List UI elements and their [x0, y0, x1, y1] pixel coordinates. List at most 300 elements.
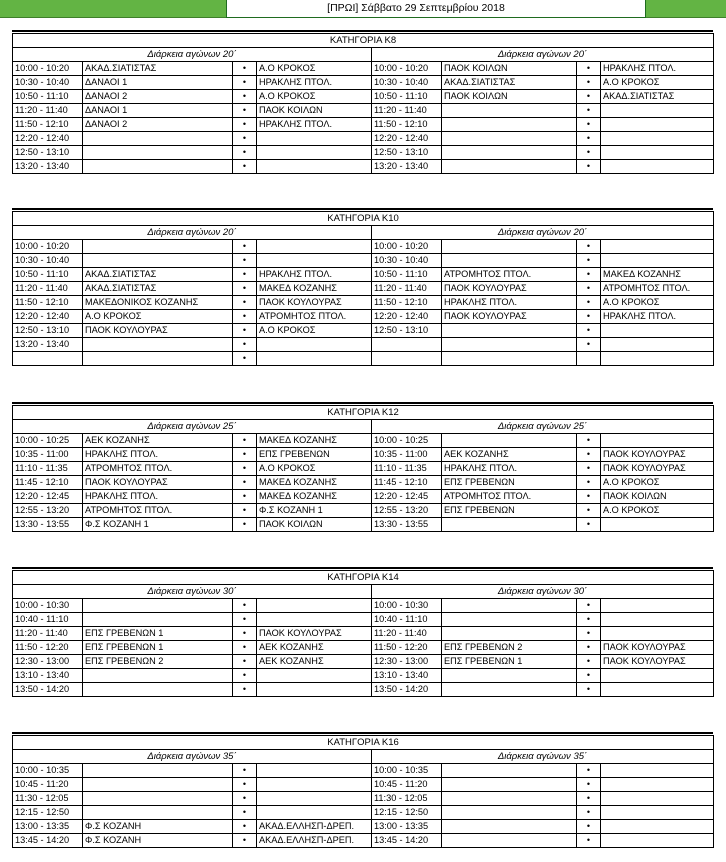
team-home-right: ΕΠΣ ΓΡΕΒΕΝΩΝ [442, 504, 577, 518]
team-away-right [601, 118, 714, 132]
separator-dot-right: • [577, 764, 601, 778]
category-title: ΚΑΤΗΓΟΡΙΑ Κ12 [13, 406, 714, 420]
separator-dot-left: • [233, 613, 257, 627]
time-left: 13:20 - 13:40 [13, 338, 83, 352]
duration-right: Διάρκεια αγώνων 35΄ [372, 750, 714, 764]
separator-dot-left: • [233, 490, 257, 504]
team-home-right [442, 834, 577, 848]
time-left: 11:20 - 11:40 [13, 627, 83, 641]
team-home-right: ΑΤΡΟΜΗΤΟΣ ΠΤΟΛ. [442, 490, 577, 504]
time-left: 11:10 - 11:35 [13, 462, 83, 476]
team-away-left [257, 792, 372, 806]
table-row [13, 669, 714, 683]
separator-dot-right [577, 352, 601, 366]
time-left: 11:50 - 12:20 [13, 641, 83, 655]
time-left: 12:20 - 12:40 [13, 310, 83, 324]
team-home-right: ΗΡΑΚΛΗΣ ΠΤΟΛ. [442, 296, 577, 310]
team-away-left: ΗΡΑΚΛΗΣ ΠΤΟΛ. [257, 268, 372, 282]
time-right [372, 352, 442, 366]
separator-dot-right: • [577, 160, 601, 174]
team-away-left [257, 599, 372, 613]
separator-dot-left: • [233, 683, 257, 697]
team-away-left [257, 669, 372, 683]
time-right: 11:20 - 11:40 [372, 282, 442, 296]
team-home-right: ΑΤΡΟΜΗΤΟΣ ΠΤΟΛ. [442, 268, 577, 282]
team-home-left: ΕΠΣ ΓΡΕΒΕΝΩΝ 1 [83, 641, 233, 655]
separator-dot-right: • [577, 76, 601, 90]
team-home-left [83, 599, 233, 613]
table-row [13, 490, 714, 504]
separator-dot-right: • [577, 792, 601, 806]
team-away-left: ΑΕΚ ΚΟΖΑΝΗΣ [257, 641, 372, 655]
time-left [13, 352, 83, 366]
team-home-right: ΠΑΟΚ ΚΟΥΛΟΥΡΑΣ [442, 282, 577, 296]
team-away-right: ΠΑΟΚ ΚΟΙΛΩΝ [601, 490, 714, 504]
team-away-left: ΕΠΣ ΓΡΕΒΕΝΩΝ [257, 448, 372, 462]
team-away-right [601, 764, 714, 778]
separator-dot-right: • [577, 669, 601, 683]
team-away-left: ΠΑΟΚ ΚΟΥΛΟΥΡΑΣ [257, 627, 372, 641]
separator-dot-left: • [233, 518, 257, 532]
team-home-left [83, 792, 233, 806]
team-away-left [257, 240, 372, 254]
separator-dot-right: • [577, 324, 601, 338]
time-right: 13:45 - 14:20 [372, 834, 442, 848]
team-home-left [83, 669, 233, 683]
team-away-left [257, 778, 372, 792]
team-away-right: ΠΑΟΚ ΚΟΥΛΟΥΡΑΣ [601, 641, 714, 655]
team-away-left: ΑΚΑΔ.ΕΛΛΗΣΠ-ΔΡΕΠ. [257, 834, 372, 848]
separator-dot-right: • [577, 118, 601, 132]
team-away-right [601, 240, 714, 254]
table-row [13, 641, 714, 655]
team-away-right [601, 518, 714, 532]
team-away-left: Α.Ο ΚΡΟΚΟΣ [257, 90, 372, 104]
team-away-right: ΠΑΟΚ ΚΟΥΛΟΥΡΑΣ [601, 655, 714, 669]
team-home-left [83, 146, 233, 160]
team-away-right [601, 613, 714, 627]
team-away-left: Α.Ο ΚΡΟΚΟΣ [257, 462, 372, 476]
team-away-right: ΠΑΟΚ ΚΟΥΛΟΥΡΑΣ [601, 462, 714, 476]
team-home-left: ΑΚΑΔ.ΣΙΑΤΙΣΤΑΣ [83, 268, 233, 282]
section-k12 [12, 405, 713, 532]
time-left: 13:20 - 13:40 [13, 160, 83, 174]
separator-dot-right: • [577, 599, 601, 613]
team-home-left: Φ.Σ ΚΟΖΑΝΗ 1 [83, 518, 233, 532]
time-right: 13:00 - 13:35 [372, 820, 442, 834]
team-home-right [442, 160, 577, 174]
table-row [13, 132, 714, 146]
team-home-right [442, 104, 577, 118]
time-right: 11:20 - 11:40 [372, 627, 442, 641]
team-away-right [601, 599, 714, 613]
team-away-right: ΗΡΑΚΛΗΣ ΠΤΟΛ. [601, 310, 714, 324]
team-away-right [601, 146, 714, 160]
team-home-left: Φ.Σ ΚΟΖΑΝΗ [83, 820, 233, 834]
time-left: 12:30 - 13:00 [13, 655, 83, 669]
team-home-right [442, 324, 577, 338]
category-title: ΚΑΤΗΓΟΡΙΑ Κ16 [13, 736, 714, 750]
team-away-right [601, 254, 714, 268]
time-left: 13:00 - 13:35 [13, 820, 83, 834]
time-right: 10:40 - 11:10 [372, 613, 442, 627]
team-away-left [257, 764, 372, 778]
page-title: [ΠΡΩΙ] Σάββατο 29 Σεπτεμβρίου 2018 [226, 0, 646, 18]
time-left: 12:15 - 12:50 [13, 806, 83, 820]
team-home-left: ΠΑΟΚ ΚΟΥΛΟΥΡΑΣ [83, 324, 233, 338]
team-home-left: ΗΡΑΚΛΗΣ ΠΤΟΛ. [83, 490, 233, 504]
separator-dot-left: • [233, 599, 257, 613]
team-away-left [257, 806, 372, 820]
table-row [13, 820, 714, 834]
time-right: 10:00 - 10:30 [372, 599, 442, 613]
table-row [13, 462, 714, 476]
team-home-left [83, 683, 233, 697]
team-away-right [601, 434, 714, 448]
team-away-left: Α.Ο ΚΡΟΚΟΣ [257, 62, 372, 76]
team-away-right: Α.Ο ΚΡΟΚΟΣ [601, 296, 714, 310]
time-right: 10:00 - 10:25 [372, 434, 442, 448]
separator-dot-left: • [233, 240, 257, 254]
time-left: 12:50 - 13:10 [13, 146, 83, 160]
separator-dot-left: • [233, 806, 257, 820]
time-left: 10:00 - 10:20 [13, 240, 83, 254]
team-home-right [442, 518, 577, 532]
separator-dot-right: • [577, 476, 601, 490]
time-right: 11:50 - 12:10 [372, 118, 442, 132]
separator-dot-left: • [233, 764, 257, 778]
separator-dot-left: • [233, 476, 257, 490]
time-right: 12:50 - 13:10 [372, 324, 442, 338]
table-row [13, 764, 714, 778]
table-row [13, 296, 714, 310]
table-row [13, 518, 714, 532]
time-left: 10:50 - 11:10 [13, 90, 83, 104]
team-away-left [257, 160, 372, 174]
separator-dot-right: • [577, 268, 601, 282]
table-row [13, 627, 714, 641]
time-left: 11:20 - 11:40 [13, 104, 83, 118]
time-left: 10:35 - 11:00 [13, 448, 83, 462]
team-away-left: ΑΤΡΟΜΗΤΟΣ ΠΤΟΛ. [257, 310, 372, 324]
team-away-right [601, 669, 714, 683]
time-right: 11:30 - 12:05 [372, 792, 442, 806]
section-k8 [12, 33, 713, 174]
time-right: 13:20 - 13:40 [372, 160, 442, 174]
separator-dot-right: • [577, 806, 601, 820]
team-home-right [442, 338, 577, 352]
team-home-right [442, 792, 577, 806]
time-right: 10:45 - 11:20 [372, 778, 442, 792]
team-home-left: ΔΑΝΑΟΙ 2 [83, 90, 233, 104]
separator-dot-left: • [233, 118, 257, 132]
team-home-right: ΠΑΟΚ ΚΟΥΛΟΥΡΑΣ [442, 310, 577, 324]
team-home-right [442, 599, 577, 613]
time-right: 12:20 - 12:40 [372, 310, 442, 324]
separator-dot-left: • [233, 834, 257, 848]
time-right: 11:20 - 11:40 [372, 104, 442, 118]
table-row [13, 778, 714, 792]
time-right: 10:30 - 10:40 [372, 76, 442, 90]
team-away-left: ΠΑΟΚ ΚΟΥΛΟΥΡΑΣ [257, 296, 372, 310]
team-home-left [83, 338, 233, 352]
time-left: 10:50 - 11:10 [13, 268, 83, 282]
time-left: 11:45 - 12:10 [13, 476, 83, 490]
separator-dot-left: • [233, 462, 257, 476]
table-row [13, 655, 714, 669]
time-right: 10:35 - 11:00 [372, 448, 442, 462]
schedule-table [12, 735, 714, 848]
duration-right: Διάρκεια αγώνων 20΄ [372, 48, 714, 62]
team-away-right [601, 806, 714, 820]
category-title: ΚΑΤΗΓΟΡΙΑ Κ8 [13, 34, 714, 48]
team-home-left: ΑΚΑΔ.ΣΙΑΤΙΣΤΑΣ [83, 62, 233, 76]
team-home-right [442, 352, 577, 366]
team-home-left: ΠΑΟΚ ΚΟΥΛΟΥΡΑΣ [83, 476, 233, 490]
table-row [13, 104, 714, 118]
team-away-right: ΑΚΑΔ.ΣΙΑΤΙΣΤΑΣ [601, 90, 714, 104]
team-home-right [442, 146, 577, 160]
team-away-right: ΠΑΟΚ ΚΟΥΛΟΥΡΑΣ [601, 448, 714, 462]
team-away-right: Α.Ο ΚΡΟΚΟΣ [601, 76, 714, 90]
team-home-left: ΑΤΡΟΜΗΤΟΣ ΠΤΟΛ. [83, 504, 233, 518]
separator-dot-right: • [577, 448, 601, 462]
category-title: ΚΑΤΗΓΟΡΙΑ Κ14 [13, 571, 714, 585]
team-home-right: ΕΠΣ ΓΡΕΒΕΝΩΝ 2 [442, 641, 577, 655]
team-away-left [257, 254, 372, 268]
team-away-left: ΑΕΚ ΚΟΖΑΝΗΣ [257, 655, 372, 669]
duration-left: Διάρκεια αγώνων 20΄ [13, 226, 372, 240]
separator-dot-right: • [577, 338, 601, 352]
team-home-left: ΑΤΡΟΜΗΤΟΣ ΠΤΟΛ. [83, 462, 233, 476]
separator-dot-right: • [577, 613, 601, 627]
table-row [13, 613, 714, 627]
duration-right: Διάρκεια αγώνων 25΄ [372, 420, 714, 434]
time-right: 10:00 - 10:20 [372, 62, 442, 76]
time-left: 10:45 - 11:20 [13, 778, 83, 792]
team-away-left [257, 338, 372, 352]
separator-dot-right: • [577, 462, 601, 476]
team-away-left: ΗΡΑΚΛΗΣ ΠΤΟΛ. [257, 76, 372, 90]
team-away-left: ΜΑΚΕΔ ΚΟΖΑΝΗΣ [257, 434, 372, 448]
team-home-right [442, 669, 577, 683]
team-away-right: Α.Ο ΚΡΟΚΟΣ [601, 504, 714, 518]
schedule-table [12, 211, 714, 366]
separator-dot-left: • [233, 104, 257, 118]
table-row [13, 254, 714, 268]
team-away-left: ΠΑΟΚ ΚΟΙΛΩΝ [257, 104, 372, 118]
team-away-right [601, 338, 714, 352]
time-left: 10:00 - 10:30 [13, 599, 83, 613]
time-left: 12:55 - 13:20 [13, 504, 83, 518]
section-k14 [12, 570, 713, 697]
header-banner [0, 0, 726, 18]
table-row [13, 146, 714, 160]
section-top-rule [12, 402, 713, 404]
table-row [13, 338, 714, 352]
separator-dot-right: • [577, 104, 601, 118]
separator-dot-left: • [233, 132, 257, 146]
table-row [13, 282, 714, 296]
separator-dot-left: • [233, 254, 257, 268]
section-k10 [12, 211, 713, 366]
team-home-right [442, 240, 577, 254]
separator-dot-left: • [233, 90, 257, 104]
separator-dot-left: • [233, 627, 257, 641]
separator-dot-right: • [577, 683, 601, 697]
team-away-right [601, 834, 714, 848]
team-home-right: ΠΑΟΚ ΚΟΙΛΩΝ [442, 62, 577, 76]
time-left: 10:30 - 10:40 [13, 76, 83, 90]
separator-dot-left: • [233, 268, 257, 282]
team-home-left: ΔΑΝΑΟΙ 1 [83, 76, 233, 90]
time-right: 10:30 - 10:40 [372, 254, 442, 268]
table-row [13, 834, 714, 848]
team-home-left [83, 806, 233, 820]
separator-dot-right: • [577, 434, 601, 448]
separator-dot-right: • [577, 778, 601, 792]
table-row [13, 683, 714, 697]
team-home-left: Α.Ο ΚΡΟΚΟΣ [83, 310, 233, 324]
table-row [13, 160, 714, 174]
separator-dot-right: • [577, 132, 601, 146]
schedule-table [12, 33, 714, 174]
team-away-right [601, 627, 714, 641]
team-home-left: Φ.Σ ΚΟΖΑΝΗ [83, 834, 233, 848]
team-home-right [442, 613, 577, 627]
section-top-rule [12, 208, 713, 210]
time-left: 12:20 - 12:45 [13, 490, 83, 504]
duration-right: Διάρκεια αγώνων 20΄ [372, 226, 714, 240]
separator-dot-right: • [577, 834, 601, 848]
team-away-left: ΗΡΑΚΛΗΣ ΠΤΟΛ. [257, 118, 372, 132]
time-right: 10:50 - 11:10 [372, 90, 442, 104]
separator-dot-left: • [233, 324, 257, 338]
team-away-right [601, 160, 714, 174]
separator-dot-left: • [233, 76, 257, 90]
time-right: 12:20 - 12:45 [372, 490, 442, 504]
team-away-right [601, 683, 714, 697]
separator-dot-left: • [233, 434, 257, 448]
time-right [372, 338, 442, 352]
team-away-left [257, 132, 372, 146]
team-away-left: ΠΑΟΚ ΚΟΙΛΩΝ [257, 518, 372, 532]
team-home-right [442, 132, 577, 146]
time-left: 10:00 - 10:25 [13, 434, 83, 448]
time-right: 13:30 - 13:55 [372, 518, 442, 532]
team-home-right [442, 254, 577, 268]
table-row [13, 806, 714, 820]
separator-dot-right: • [577, 641, 601, 655]
separator-dot-right: • [577, 820, 601, 834]
team-away-right [601, 324, 714, 338]
team-home-right [442, 764, 577, 778]
duration-left: Διάρκεια αγώνων 35΄ [13, 750, 372, 764]
team-away-right: ΗΡΑΚΛΗΣ ΠΤΟΛ. [601, 62, 714, 76]
separator-dot-left: • [233, 655, 257, 669]
team-home-right: ΑΚΑΔ.ΣΙΑΤΙΣΤΑΣ [442, 76, 577, 90]
table-row [13, 310, 714, 324]
team-home-left [83, 764, 233, 778]
time-left: 10:40 - 11:10 [13, 613, 83, 627]
separator-dot-left: • [233, 669, 257, 683]
schedule-table [12, 405, 714, 532]
team-away-left: Α.Ο ΚΡΟΚΟΣ [257, 324, 372, 338]
separator-dot-left: • [233, 338, 257, 352]
team-home-right [442, 778, 577, 792]
time-left: 11:20 - 11:40 [13, 282, 83, 296]
time-left: 13:45 - 14:20 [13, 834, 83, 848]
team-away-left: ΜΑΚΕΔ ΚΟΖΑΝΗΣ [257, 476, 372, 490]
separator-dot-left: • [233, 160, 257, 174]
team-home-left [83, 160, 233, 174]
team-home-left [83, 132, 233, 146]
team-away-right: ΜΑΚΕΔ ΚΟΖΑΝΗΣ [601, 268, 714, 282]
team-home-right: ΕΠΣ ΓΡΕΒΕΝΩΝ [442, 476, 577, 490]
team-home-left: ΕΠΣ ΓΡΕΒΕΝΩΝ 2 [83, 655, 233, 669]
table-row [13, 504, 714, 518]
team-away-left: Φ.Σ ΚΟΖΑΝΗ 1 [257, 504, 372, 518]
separator-dot-right: • [577, 490, 601, 504]
time-right: 10:00 - 10:20 [372, 240, 442, 254]
separator-dot-left: • [233, 296, 257, 310]
separator-dot-right: • [577, 310, 601, 324]
table-row [13, 448, 714, 462]
separator-dot-right: • [577, 282, 601, 296]
team-home-left [83, 352, 233, 366]
team-home-right [442, 820, 577, 834]
time-right: 13:50 - 14:20 [372, 683, 442, 697]
team-away-right [601, 352, 714, 366]
team-home-right [442, 806, 577, 820]
team-home-left: ΑΕΚ ΚΟΖΑΝΗΣ [83, 434, 233, 448]
time-right: 12:55 - 13:20 [372, 504, 442, 518]
team-away-right [601, 778, 714, 792]
time-left: 13:50 - 14:20 [13, 683, 83, 697]
time-right: 11:50 - 12:20 [372, 641, 442, 655]
banner-green-right [646, 0, 726, 18]
table-row [13, 76, 714, 90]
separator-dot-right: • [577, 146, 601, 160]
separator-dot-left: • [233, 448, 257, 462]
team-away-right [601, 820, 714, 834]
team-home-right [442, 627, 577, 641]
table-row [13, 352, 714, 366]
time-right: 11:50 - 12:10 [372, 296, 442, 310]
separator-dot-right: • [577, 627, 601, 641]
team-home-left: ΗΡΑΚΛΗΣ ΠΤΟΛ. [83, 448, 233, 462]
team-home-left: ΔΑΝΑΟΙ 1 [83, 104, 233, 118]
team-home-left: ΑΚΑΔ.ΣΙΑΤΙΣΤΑΣ [83, 282, 233, 296]
separator-dot-left: • [233, 146, 257, 160]
time-left: 10:30 - 10:40 [13, 254, 83, 268]
team-away-left: ΑΚΑΔ.ΕΛΛΗΣΠ-ΔΡΕΠ. [257, 820, 372, 834]
separator-dot-right: • [577, 518, 601, 532]
separator-dot-left: • [233, 778, 257, 792]
banner-green-left [0, 0, 226, 18]
team-home-left: ΕΠΣ ΓΡΕΒΕΝΩΝ 1 [83, 627, 233, 641]
duration-left: Διάρκεια αγώνων 20΄ [13, 48, 372, 62]
table-row [13, 434, 714, 448]
table-row [13, 268, 714, 282]
team-home-right: ΑΕΚ ΚΟΖΑΝΗΣ [442, 448, 577, 462]
time-right: 11:45 - 12:10 [372, 476, 442, 490]
separator-dot-left: • [233, 504, 257, 518]
separator-dot-left: • [233, 310, 257, 324]
team-home-left: ΜΑΚΕΔΟΝΙΚΟΣ ΚΟΖΑΝΗΣ [83, 296, 233, 310]
duration-left: Διάρκεια αγώνων 25΄ [13, 420, 372, 434]
time-left: 11:30 - 12:05 [13, 792, 83, 806]
